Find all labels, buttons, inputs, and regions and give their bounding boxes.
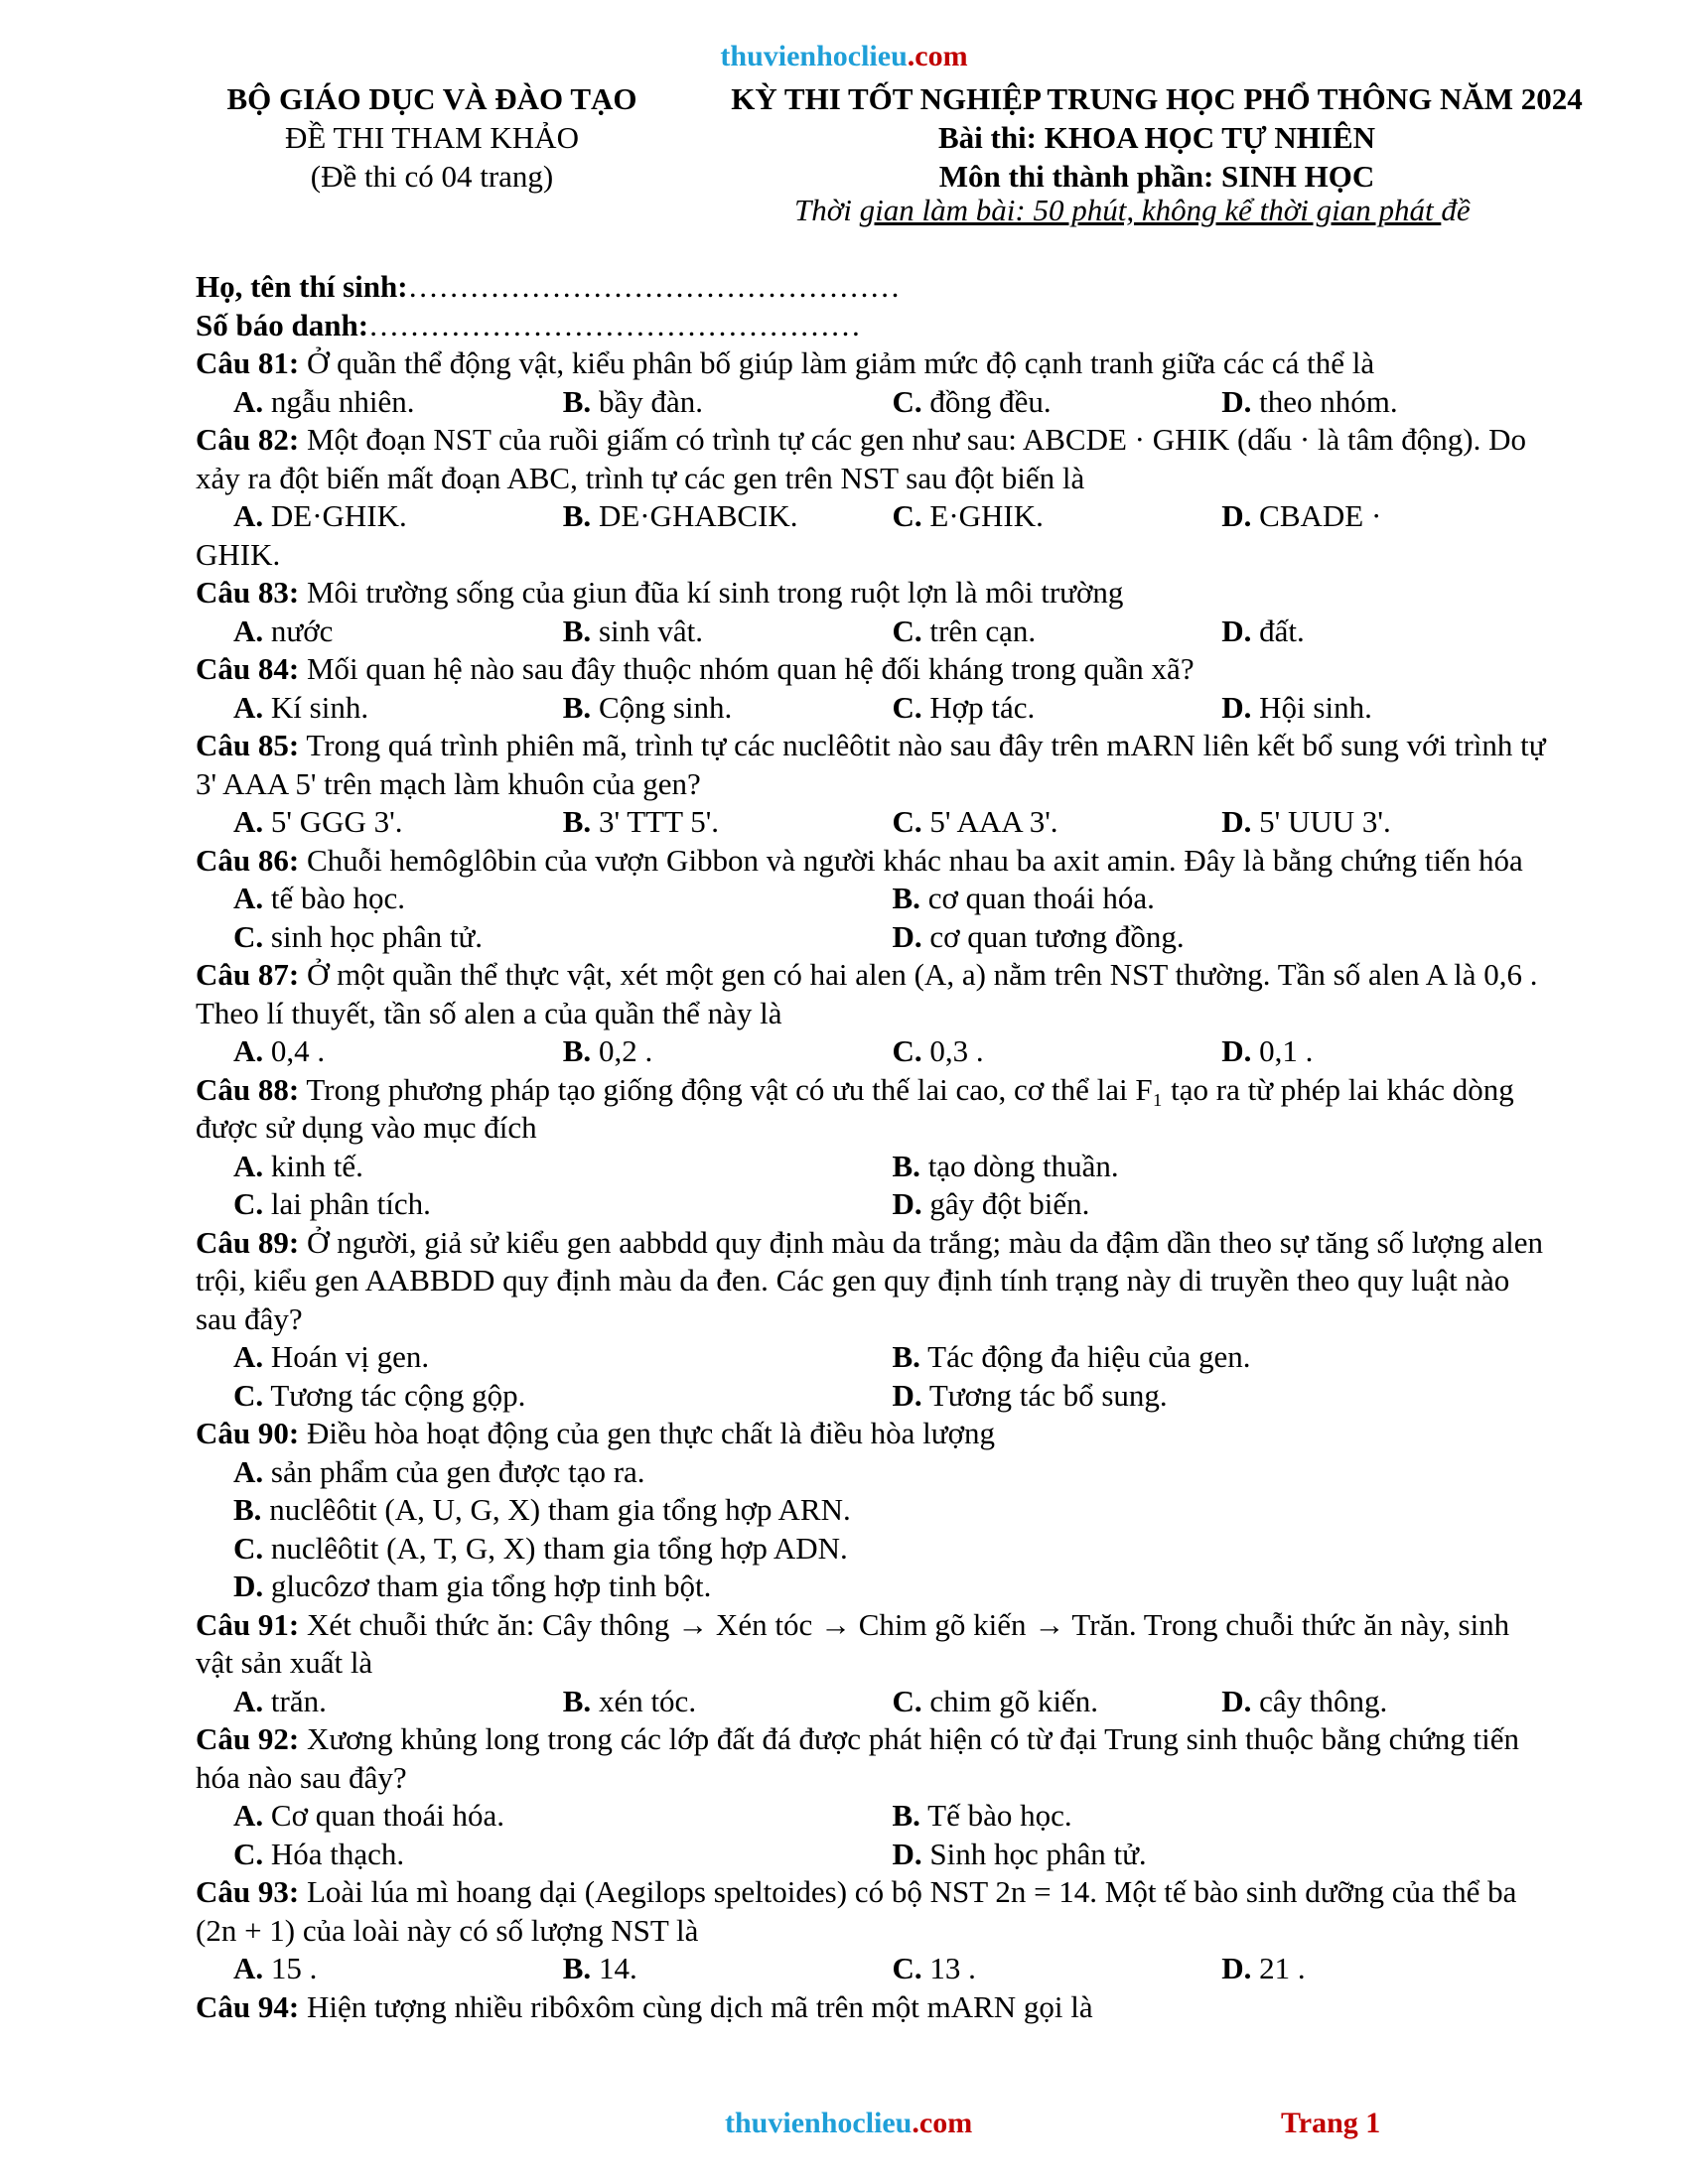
answer-option-letter: B. (562, 498, 592, 533)
answer-options-row (196, 1185, 1551, 1224)
answer-option-letter: B. (562, 383, 592, 419)
answer-option-text: nuclêôtit (A, T, G, X) tham gia tổng hợp ADN. (263, 1530, 848, 1566)
answer-option-letter: D. (892, 1377, 922, 1413)
answer-option-text: tạo dòng thuần. (919, 1148, 1119, 1183)
answer-option-text: DE·GHABCIK. (591, 498, 798, 533)
candidate-name-field: ………………………………………… (407, 269, 901, 304)
answer-option-letter: B. (562, 1683, 592, 1718)
answer-option[interactable] (233, 880, 893, 918)
answer-option-letter: A. (233, 1798, 264, 1833)
question-block (196, 842, 1551, 957)
question-block (196, 956, 1551, 1071)
answer-option[interactable] (893, 613, 1222, 651)
answer-options-row (196, 497, 1551, 536)
header-left (199, 79, 665, 196)
answer-option-text: trên cạn. (921, 613, 1037, 648)
answer-option-letter: A. (233, 1339, 264, 1374)
answer-option[interactable] (233, 1338, 893, 1377)
answer-option-text: chim gõ kiến. (921, 1683, 1098, 1718)
answer-option-text: E·GHIK. (921, 498, 1044, 533)
answer-option-letter: A. (233, 1148, 264, 1183)
answer-options-row (196, 383, 1551, 422)
question-number: Câu 93: (196, 1874, 300, 1909)
answer-option[interactable] (233, 497, 563, 536)
answer-option[interactable] (893, 1950, 1222, 1988)
answer-option-letter: C. (892, 689, 922, 725)
question-block (196, 421, 1551, 574)
answer-option-text: bầy đàn. (591, 383, 703, 419)
answer-option-text: Hóa thạch. (263, 1836, 405, 1871)
footer-site (725, 2107, 972, 2140)
question-stem (196, 956, 1551, 1032)
answer-option[interactable] (233, 1683, 563, 1721)
question-number: Câu 92: (196, 1721, 300, 1756)
answer-option-letter: C. (233, 1377, 264, 1413)
answer-option-letter: A. (233, 804, 264, 839)
answer-option-text: theo nhóm. (1251, 383, 1398, 419)
question-block (196, 1071, 1551, 1224)
exam-title: KỲ THI TỐT NGHIỆP TRUNG HỌC PHỔ THÔNG NĂM 2024 (731, 81, 1583, 116)
answer-option-text: Hội sinh. (1251, 689, 1372, 725)
exam-subject-group: Bài thi: KHOA HỌC TỰ NHIÊN (937, 120, 1376, 155)
answer-option-letter: A. (233, 1951, 264, 1985)
answer-option[interactable] (1221, 497, 1551, 536)
answer-options-row (196, 1797, 1551, 1836)
answer-option-text: 0,1 . (1251, 1033, 1314, 1068)
answer-option[interactable] (233, 1377, 893, 1416)
answer-option-text: gây đột biến. (921, 1186, 1090, 1221)
answer-options-row (196, 689, 1551, 728)
question-block (196, 650, 1551, 727)
answer-option[interactable] (233, 1797, 893, 1836)
answer-option-letter: B. (562, 804, 592, 839)
answer-option-letter: B. (892, 1339, 920, 1374)
answer-option-letter: C. (892, 498, 922, 533)
answer-option-text: 3' TTT 5'. (591, 804, 720, 839)
answer-option[interactable] (893, 1148, 1552, 1186)
question-text: Mối quan hệ nào sau đây thuộc nhóm quan hệ đối kháng trong quần xã? (299, 651, 1195, 686)
question-block (196, 1415, 1551, 1606)
answer-option-text: trăn. (263, 1683, 327, 1718)
answer-option[interactable] (563, 613, 893, 651)
answer-option-text: cơ quan thoái hóa. (919, 881, 1155, 915)
answer-option-letter: A. (233, 1033, 264, 1068)
answer-option-text: Sinh học phân tử. (921, 1836, 1147, 1871)
answer-options-row (196, 1568, 1551, 1606)
answer-option-text: Tương tác cộng gộp. (263, 1377, 526, 1413)
answer-option-letter: A. (233, 689, 264, 725)
answer-option[interactable] (893, 918, 1552, 957)
answer-option-text: Hoán vị gen. (263, 1339, 430, 1374)
answer-option[interactable] (563, 1683, 893, 1721)
question-stem (196, 344, 1551, 383)
answer-option[interactable] (233, 918, 893, 957)
answer-option-letter: C. (233, 1836, 264, 1871)
question-block (196, 344, 1551, 421)
answer-option[interactable] (233, 383, 563, 422)
answer-option[interactable] (893, 1797, 1552, 1836)
question-number: Câu 84: (196, 651, 300, 686)
answer-options-row (196, 803, 1551, 842)
answer-option[interactable] (233, 689, 563, 728)
question-number: Câu 83: (196, 575, 300, 610)
question-stem (196, 1071, 1551, 1148)
answer-option[interactable] (1221, 383, 1551, 422)
question-text: Ở người, giả sử kiểu gen aabbdd quy định màu da trắng; màu da đậm dần theo sự tăng số lượng alen trội, kiểu gen AABBDD quy định màu da đen. Các gen quy định tính trạng này di truyền theo quy luật nào sau đây? (196, 1224, 1543, 1336)
answer-option-letter: B. (892, 1148, 920, 1183)
question-number: Câu 87: (196, 957, 300, 992)
question-text: Ở một quần thể thực vật, xét một gen có hai alen (A, a) nằm trên NST thường. Tần số alen A là 0,6 . Theo lí thuyết, tần số alen a của quần thể này là (196, 957, 1538, 1030)
answer-option-continuation: GHIK. (196, 536, 281, 572)
answer-option-letter: A. (233, 498, 264, 533)
answer-option-letter: D. (892, 1186, 922, 1221)
question-block (196, 1873, 1551, 1988)
header-right (695, 79, 1618, 196)
question-text: Chuỗi hemôglôbin của vượn Gibbon và người khác nhau ba axit amin. Đây là bằng chứng tiến hóa (299, 842, 1523, 878)
answer-options-row (196, 1683, 1551, 1721)
answer-option[interactable] (893, 383, 1222, 422)
answer-option[interactable] (893, 1377, 1552, 1416)
candidate-id-label: Số báo danh: (196, 307, 369, 342)
answer-option[interactable] (563, 383, 893, 422)
question-number: Câu 85: (196, 728, 300, 762)
answer-option-text: lai phân tích. (263, 1186, 431, 1221)
answer-option-text: 5' GGG 3'. (263, 804, 403, 839)
answer-option-text: glucôzơ tham gia tổng hợp tinh bột. (263, 1569, 712, 1603)
question-text: Điều hòa hoạt động của gen thực chất là điều hòa lượng (299, 1416, 995, 1450)
footer-site-domain: .com (912, 2107, 973, 2139)
answer-option[interactable] (563, 1032, 893, 1071)
answer-option[interactable] (233, 1148, 893, 1186)
answer-option-text: 14. (591, 1951, 637, 1985)
answer-option[interactable] (563, 689, 893, 728)
question-number: Câu 90: (196, 1416, 300, 1450)
candidate-id-field: ………………………………………… (368, 307, 862, 342)
answer-option-text: 0,4 . (263, 1033, 326, 1068)
answer-option[interactable] (563, 497, 893, 536)
answer-option-text: sản phẩm của gen được tạo ra. (263, 1453, 645, 1489)
question-text: Xét chuỗi thức ăn: Cây thông → Xén tóc → Chim gõ kiến → Trăn. Trong chuỗi thức ăn này, sinh vật sản xuất là (196, 1606, 1510, 1680)
answer-option-text: 15 . (263, 1951, 318, 1985)
answer-option-letter: D. (1221, 804, 1252, 839)
candidate-id-row (196, 307, 1551, 345)
answer-option[interactable] (1221, 1950, 1551, 1988)
answer-option[interactable] (893, 1032, 1222, 1071)
question-stem (196, 1224, 1551, 1339)
answer-option-text: cây thông. (1251, 1683, 1388, 1718)
answer-option-letter: C. (892, 1683, 922, 1718)
footer-site-name: thuvienhoclieu (725, 2107, 913, 2139)
question-number: Câu 86: (196, 842, 300, 878)
ministry-title: BỘ GIÁO DỤC VÀ ĐÀO TẠO (226, 81, 637, 116)
exam-time-b: gian làm bài: 50 phút, không kể thời gian phát (859, 193, 1442, 227)
answer-option-text: 0,3 . (921, 1033, 984, 1068)
question-text: Môi trường sống của giun đũa kí sinh trong ruột lợn là môi trường (299, 575, 1124, 610)
answer-option-text: sinh vât. (591, 613, 703, 648)
answer-option-letter: C. (892, 1033, 922, 1068)
answer-option[interactable] (233, 1453, 1524, 1492)
answer-options-row (196, 1377, 1551, 1416)
page-number: Trang 1 (1281, 2107, 1381, 2139)
answer-option[interactable] (893, 689, 1222, 728)
answer-option-text: DE·GHIK. (263, 498, 407, 533)
answer-option-letter: D. (1221, 613, 1252, 648)
question-block (196, 1988, 1551, 2027)
question-block (196, 727, 1551, 842)
answer-option-text: nuclêôtit (A, U, G, X) tham gia tổng hợp ARN. (261, 1492, 851, 1527)
answer-options-row (196, 1950, 1551, 1988)
question-block (196, 1606, 1551, 1721)
answer-option-letter: C. (892, 383, 922, 419)
question-number: Câu 91: (196, 1606, 300, 1642)
question-stem (196, 650, 1551, 689)
answer-option-letter: C. (233, 918, 264, 954)
answer-option-letter: D. (233, 1569, 264, 1603)
answer-option-text: Tế bào học. (919, 1798, 1072, 1833)
answer-option-text: 21 . (1251, 1951, 1306, 1985)
answer-option-letter: D. (1221, 1033, 1252, 1068)
question-text: Loài lúa mì hoang dại (Aegilops speltoides) có bộ NST 2n = 14. Một tế bào sinh dưỡng của thể ba (2n + 1) của loài này có số lượng NST là (196, 1874, 1517, 1948)
answer-option[interactable] (233, 1032, 563, 1071)
answer-option[interactable] (1221, 613, 1551, 651)
answer-option-text: tế bào học. (263, 881, 406, 915)
page-count-note: (Đề thi có 04 trang) (310, 159, 554, 194)
answer-option[interactable] (233, 1185, 893, 1224)
question-stem (196, 421, 1551, 497)
answer-option-letter: B. (233, 1492, 262, 1527)
answer-option-letter: B. (562, 1033, 592, 1068)
answer-option-text: Hợp tác. (921, 689, 1036, 725)
answer-option-text: xén tóc. (591, 1683, 697, 1718)
answer-option-text: Cộng sinh. (591, 689, 733, 725)
answer-option-letter: D. (1221, 689, 1252, 725)
question-list (196, 344, 1551, 2026)
answer-option-text: cơ quan tương đồng. (921, 918, 1185, 954)
answer-option[interactable] (1221, 1032, 1551, 1071)
answer-option[interactable] (893, 803, 1222, 842)
answer-option-text: nước (263, 613, 334, 648)
answer-option-text: Cơ quan thoái hóa. (263, 1798, 504, 1833)
answer-option[interactable] (1221, 803, 1551, 842)
answer-options-row (196, 1032, 1551, 1071)
question-text: Trong phương pháp tạo giống động vật có ưu thế lai cao, cơ thể lai F₁ tạo ra từ phép lai khác dòng được sử dụng vào mục đích (196, 1071, 1514, 1145)
answer-option[interactable] (233, 1530, 1524, 1569)
question-stem (196, 1606, 1551, 1683)
answer-option-letter: C. (233, 1530, 264, 1566)
question-stem (196, 727, 1551, 803)
answer-option-letter: B. (892, 1798, 920, 1833)
question-stem (196, 574, 1551, 613)
site-banner (0, 40, 1688, 73)
answer-option-text: Tương tác bổ sung. (921, 1377, 1168, 1413)
answer-options-row (196, 1453, 1551, 1492)
question-text: Ở quần thể động vật, kiểu phân bố giúp làm giảm mức độ cạnh tranh giữa các cá thể là (299, 345, 1375, 380)
question-block (196, 1720, 1551, 1873)
answer-option-text: đất. (1251, 613, 1305, 648)
answer-option-letter: C. (892, 1951, 922, 1985)
exam-subject: Môn thi thành phần: SINH HỌC (938, 159, 1375, 194)
answer-option-text: 0,2 . (591, 1033, 653, 1068)
answer-option[interactable] (233, 1568, 1524, 1606)
answer-option-letter: C. (233, 1186, 264, 1221)
answer-option-letter: A. (233, 613, 264, 648)
answer-option-letter: A. (233, 881, 264, 915)
answer-option-text: 5' AAA 3'. (921, 804, 1058, 839)
exam-time-c: đề (1441, 193, 1471, 227)
question-text: Trong quá trình phiên mã, trình tự các nuclêôtit nào sau đây trên mARN liên kết bổ sung với trình tự 3' AAA 5' trên mạch làm khuôn của gen? (196, 728, 1546, 801)
answer-option-letter: D. (892, 1836, 922, 1871)
answer-option[interactable] (233, 1836, 893, 1874)
answer-option-text: ngẫu nhiên. (263, 383, 415, 419)
answer-options-row (196, 918, 1551, 957)
answer-options-row (196, 1338, 1551, 1377)
answer-options-row (196, 1530, 1551, 1569)
candidate-name-row (196, 268, 1551, 307)
exam-time (794, 193, 1471, 228)
exam-content (196, 268, 1551, 2026)
question-block (196, 1224, 1551, 1416)
answer-options-row (196, 880, 1551, 918)
answer-option-letter: B. (562, 689, 592, 725)
question-stem (196, 1873, 1551, 1950)
answer-option[interactable] (893, 497, 1222, 536)
answer-option-letter: C. (892, 613, 922, 648)
answer-option-letter: D. (892, 918, 922, 954)
question-stem (196, 1415, 1551, 1453)
answer-option-letter: B. (562, 613, 592, 648)
exam-time-a: Thời (794, 193, 860, 227)
answer-option[interactable] (233, 613, 563, 651)
answer-options-row (196, 1836, 1551, 1874)
question-number: Câu 82: (196, 422, 300, 457)
answer-option[interactable] (563, 803, 893, 842)
answer-option-letter: D. (1221, 1951, 1252, 1985)
answer-option[interactable] (893, 880, 1552, 918)
answer-option[interactable] (893, 1338, 1552, 1377)
question-number: Câu 81: (196, 345, 300, 380)
answer-option-text: 5' UUU 3'. (1251, 804, 1391, 839)
question-text: Hiện tượng nhiều ribôxôm cùng dịch mã trên một mARN gọi là (299, 1988, 1093, 2024)
answer-option[interactable] (893, 1683, 1222, 1721)
answer-option-letter: C. (892, 804, 922, 839)
site-domain: .com (907, 40, 968, 72)
question-number: Câu 94: (196, 1988, 300, 2024)
question-stem (196, 1988, 1551, 2027)
answer-option[interactable] (563, 1950, 893, 1988)
answer-option[interactable] (233, 1950, 563, 1988)
question-stem (196, 842, 1551, 881)
question-stem (196, 1720, 1551, 1797)
question-number: Câu 88: (196, 1071, 300, 1107)
site-name: thuvienhoclieu (720, 40, 908, 72)
answer-options-row (196, 613, 1551, 651)
answer-option[interactable] (233, 1491, 1524, 1530)
question-text: Một đoạn NST của ruồi giấm có trình tự các gen như sau: ABCDE · GHIK (dấu · là tâm động). Do xảy ra đột biến mất đoạn ABC, trình tự các gen trên NST sau đột biến là (196, 422, 1526, 495)
answer-option-letter: A. (233, 1453, 264, 1489)
answer-option[interactable] (1221, 689, 1551, 728)
answer-option-letter: A. (233, 383, 264, 419)
answer-option-letter: B. (562, 1951, 592, 1985)
answer-option[interactable] (1221, 1683, 1551, 1721)
answer-option-text: CBADE · (1251, 498, 1382, 533)
answer-options-row (196, 1148, 1551, 1186)
answer-option-text: kinh tế. (263, 1148, 363, 1183)
candidate-name-label: Họ, tên thí sinh: (196, 269, 408, 304)
answer-option-text: sinh học phân tử. (263, 918, 484, 954)
exam-type: ĐỀ THI THAM KHẢO (285, 120, 579, 155)
answer-option[interactable] (893, 1185, 1552, 1224)
answer-option-letter: A. (233, 1683, 264, 1718)
question-number: Câu 89: (196, 1224, 300, 1260)
answer-option-text: đồng đều. (921, 383, 1052, 419)
answer-option-text: Kí sinh. (263, 689, 369, 725)
answer-option-text: Tác động đa hiệu của gen. (919, 1339, 1251, 1374)
question-text: Xương khủng long trong các lớp đất đá được phát hiện có từ đại Trung sinh thuộc bằng chứng tiến hóa nào sau đây? (196, 1721, 1519, 1795)
answer-option-letter: D. (1221, 498, 1252, 533)
answer-option-letter: B. (892, 881, 920, 915)
question-block (196, 574, 1551, 650)
answer-options-row (196, 1491, 1551, 1530)
answer-option-letter: D. (1221, 383, 1252, 419)
answer-option-letter: D. (1221, 1683, 1252, 1718)
answer-option[interactable] (233, 803, 563, 842)
answer-option-text: 13 . (921, 1951, 976, 1985)
answer-option[interactable] (893, 1836, 1552, 1874)
